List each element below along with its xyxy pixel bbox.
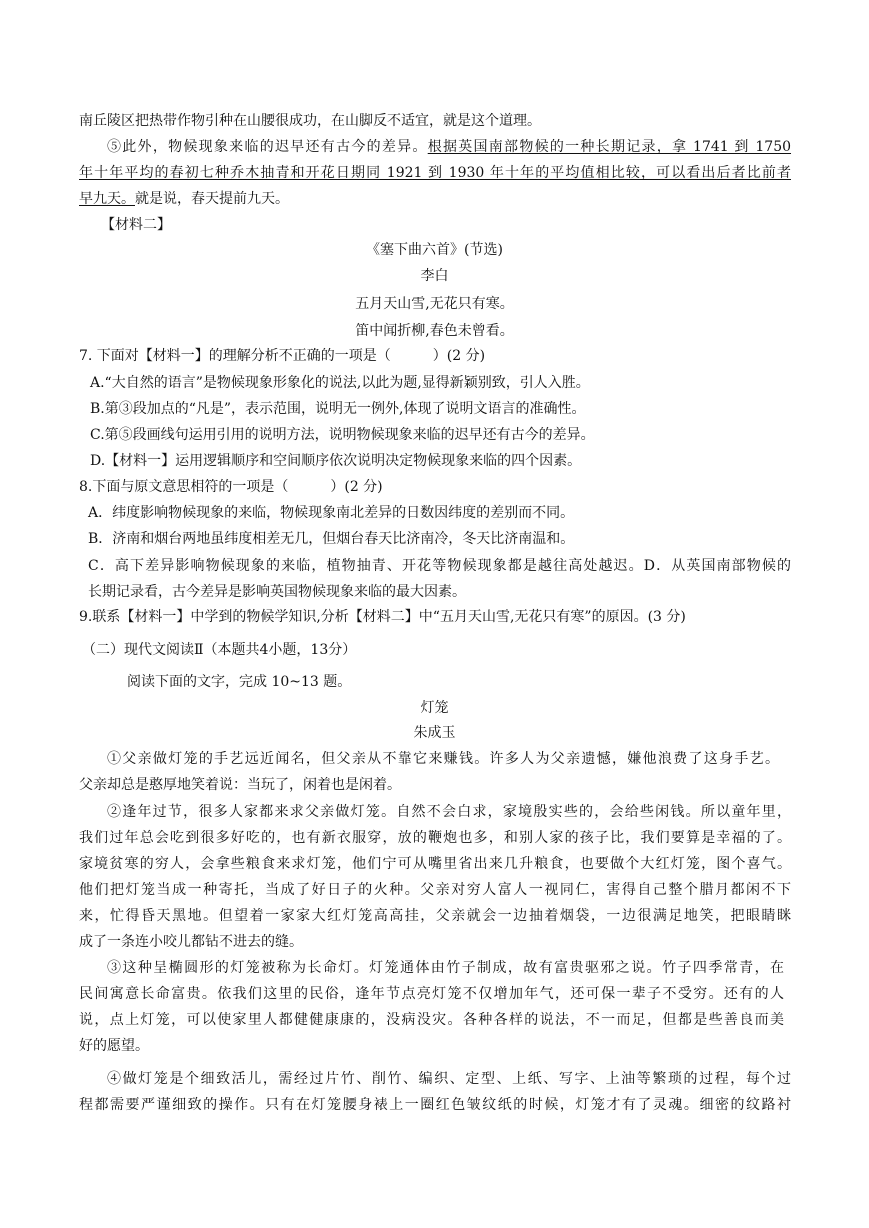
question-8: 8.下面与原文意思相符的一项是（ ）(2 分) [79,479,383,495]
underlined-line: 年十年平均的春初七种乔木抽青和开花日期同 1921 到 1930 年十年的平均值相比较，可以看出后者比前者 [79,165,791,181]
text-span: 就是说，春天提前九天。 [135,191,289,207]
essay-line: 我们过年总会吃到很多好吃的，也有新衣服穿，放的鞭炮也多，和别人家的孩子比，我们要算是幸福的了。 [79,830,791,846]
reading-instruction: 阅读下面的文字，完成 10~13 题。 [127,674,352,690]
question-7-option-d: D.【材料一】运用逻辑顺序和空间顺序依次说明决定物候现象来临的四个因素。 [90,453,582,469]
question-7-option-a: A.“大自然的语言”是物候现象形象化的说法,以此为题,显得新颖别致，引人入胜。 [90,375,590,391]
essay-line: 说，点上灯笼，可以使家里人都健健康康的，没病没灾。各种各样的说法，不一而足，但都是些善良而美 [79,1012,784,1028]
material-2-heading: 【材料二】 [101,217,171,233]
question-7-option-b: B.第③段加点的“凡是”，表示范围，说明无一例外,体现了说明文语言的准确性。 [90,401,586,417]
question-8-option-d-cont: 长期记录看，古今差异是影响英国物候现象来临的最大因素。 [88,584,466,600]
essay-line: 他们把灯笼当成一种寄托，当成了好日子的火种。父亲对穷人富人一视同仁，害得自己整个腊月都闲不下 [79,882,791,898]
question-8-option-a: A．纬度影响物候现象的来临，物候现象南北差异的日数因纬度的差别而不同。 [88,505,575,521]
question-8-option-b: B．济南和烟台两地虽纬度相差无几，但烟台春天比济南冷，冬天比济南温和。 [88,531,575,547]
text-span: ⑤此外，物候现象来临的迟早还有古今的差异。 [107,139,428,155]
essay-line: ①父亲做灯笼的手艺远近闻名，但父亲从不靠它来赚钱。许多人为父亲遗憾，嫌他浪费了这身手艺。 [107,751,779,767]
poem-line: 五月天山雪,无花只有寒。 [355,296,514,312]
essay-title: 灯笼 [420,700,449,716]
essay-line: 好的愿望。 [79,1038,149,1054]
essay-line: ③这种呈椭圆形的灯笼被称为长命灯。灯笼通体由竹子制成，故有富贵驱邪之说。竹子四季常青，在 [107,960,784,976]
essay-author: 朱成玉 [413,725,456,741]
question-9: 9.联系【材料一】中学到的物候学知识,分析【材料二】中“五月天山雪,无花只有寒”的原因。(3 分) [79,609,686,625]
essay-line: ②逢年过节，很多人家都来求父亲做灯笼。自然不会白求，家境殷实些的，会给些闲钱。所以童年里， [107,804,791,820]
essay-line: 来，忙得昏天黑地。但望着一家家大红灯笼高高挂，父亲就会一边抽着烟袋，一边很满足地笑，把眼睛眯 [79,908,791,924]
essay-line: 程都需要严谨细致的操作。只有在灯笼腰身裱上一圈红色皱纹纸的时候，灯笼才有了灵魂。细密的纹路衬 [79,1097,791,1113]
paragraph-5-line [79,137,791,157]
poem-title: 《塞下曲六首》(节选) [366,242,503,258]
essay-line: 父亲却总是憨厚地笑着说：当玩了，闲着也是闲着。 [79,777,401,793]
essay-line: 成了一条连小咬儿都钻不进去的缝。 [79,934,303,950]
text-line: 南丘陵区把热带作物引种在山腰很成功，在山脚反不适宜，就是这个道理。 [79,113,541,129]
section-heading: （二）现代文阅读Ⅱ（本题共4小题，13分） [82,642,357,658]
paragraph-5-end [79,189,791,209]
essay-line: ④做灯笼是个细致活儿，需经过片竹、削竹、编织、定型、上纸、写字、上油等繁琐的过程，每个过 [107,1071,791,1087]
question-7-option-c: C.第⑤段画线句运用引用的说明方法，说明物候现象来临的迟早还有古今的差异。 [90,427,595,443]
underlined-sentence: 根据英国南部物候的一种长期记录，拿 1741 到 1750 [427,139,792,155]
poem-author: 李白 [420,268,449,284]
poem-line: 笛中闻折柳,春色未曾看。 [355,323,514,339]
underlined-sentence-end: 早九天。 [79,191,135,207]
essay-line: 家境贫寒的穷人，会拿些粮食来求灯笼，他们宁可从嘴里省出来几升粮食，也要做个大红灯笼，图个喜气。 [79,856,791,872]
question-8-option-c: C．高下差异影响物候现象的来临，植物抽青、开花等物候现象都是越往高处越迟。D．从英国南部物候的 [88,558,791,574]
essay-line: 民间寓意长命富贵。依我们这里的民俗，逢年节点亮灯笼不仅增加年气，还可保一辈子不受穷。还有的人 [79,986,784,1002]
question-7: 7. 下面对【材料一】的理解分析不正确的一项是（ ）(2 分) [79,348,486,364]
